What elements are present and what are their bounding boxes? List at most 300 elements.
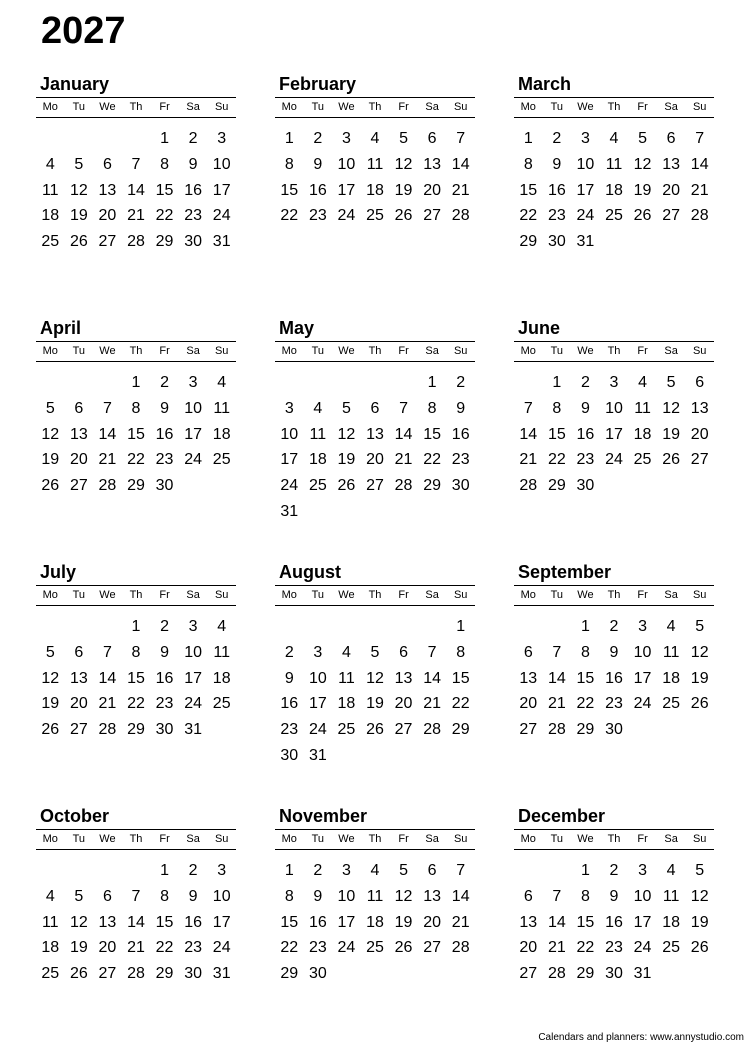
weekday-label: Mo bbox=[42, 101, 58, 113]
day-cell: 11 bbox=[662, 887, 680, 905]
day-cell: 3 bbox=[580, 130, 590, 147]
day-cell: 24 bbox=[184, 695, 203, 713]
weekday-label: Su bbox=[214, 833, 229, 845]
weekday-label: Fr bbox=[637, 589, 648, 601]
day-cell: 17 bbox=[576, 181, 595, 199]
day-cell: 9 bbox=[313, 887, 323, 905]
day-cell: 24 bbox=[212, 207, 231, 225]
day-cell: 20 bbox=[662, 181, 681, 199]
weekday-label: Mo bbox=[281, 833, 297, 845]
weekday-label: Sa bbox=[425, 589, 439, 601]
day-blank bbox=[332, 614, 361, 640]
day-cell: 7 bbox=[399, 399, 409, 417]
months-grid bbox=[36, 72, 716, 1048]
month-november bbox=[275, 804, 475, 1048]
day-cell: 12 bbox=[337, 425, 356, 443]
day-cell: 31 bbox=[280, 502, 299, 520]
day-cell: 3 bbox=[188, 618, 198, 635]
day-cell: 13 bbox=[366, 425, 384, 443]
day-cell: 1 bbox=[160, 862, 170, 879]
weekday-label: Tu bbox=[72, 589, 86, 601]
day-blank bbox=[389, 370, 418, 396]
day-cell: 6 bbox=[666, 130, 676, 147]
days-grid bbox=[36, 614, 236, 743]
day-cell: 7 bbox=[552, 887, 562, 905]
day-cell: 18 bbox=[212, 669, 231, 687]
day-cell: 4 bbox=[313, 399, 323, 417]
day-cell: 26 bbox=[394, 939, 413, 957]
day-cell: 5 bbox=[74, 155, 84, 173]
day-blank bbox=[361, 614, 390, 640]
day-cell: 9 bbox=[552, 155, 562, 173]
day-cell: 13 bbox=[98, 913, 117, 931]
weekday-header bbox=[514, 97, 714, 118]
day-cell: 10 bbox=[308, 669, 327, 687]
day-cell: 13 bbox=[69, 425, 88, 443]
day-cell: 22 bbox=[280, 207, 299, 225]
weekday-header bbox=[275, 341, 475, 362]
day-cell: 12 bbox=[394, 155, 413, 173]
day-cell: 29 bbox=[155, 965, 174, 983]
day-cell: 20 bbox=[423, 181, 442, 199]
day-cell: 6 bbox=[523, 887, 533, 905]
weekday-label: Mo bbox=[520, 345, 536, 357]
weekday-label: Sa bbox=[186, 101, 200, 113]
day-cell: 17 bbox=[633, 669, 652, 687]
day-cell: 16 bbox=[155, 669, 174, 687]
weekday-label: Th bbox=[368, 345, 382, 357]
day-cell: 25 bbox=[662, 695, 681, 713]
day-cell: 11 bbox=[41, 913, 59, 931]
day-cell: 25 bbox=[308, 477, 327, 495]
day-cell: 30 bbox=[576, 477, 595, 495]
day-cell: 10 bbox=[337, 887, 356, 905]
day-cell: 15 bbox=[547, 425, 566, 443]
day-cell: 25 bbox=[605, 207, 623, 225]
weekday-label: Tu bbox=[72, 833, 86, 845]
month-name: July bbox=[40, 562, 77, 582]
day-cell: 23 bbox=[155, 695, 174, 713]
weekday-label: Su bbox=[453, 589, 468, 601]
day-cell: 22 bbox=[576, 695, 595, 713]
day-cell: 12 bbox=[394, 887, 413, 905]
day-cell: 2 bbox=[552, 130, 562, 147]
weekday-label: Fr bbox=[637, 345, 648, 357]
day-cell: 3 bbox=[217, 130, 227, 147]
day-cell: 19 bbox=[366, 695, 384, 713]
day-cell: 27 bbox=[394, 721, 413, 739]
day-cell: 27 bbox=[519, 965, 538, 983]
weekday-header bbox=[514, 585, 714, 606]
day-cell: 26 bbox=[366, 721, 384, 739]
day-cell: 16 bbox=[605, 669, 623, 687]
weekday-label: Tu bbox=[311, 345, 325, 357]
day-blank bbox=[514, 858, 543, 884]
day-cell: 2 bbox=[160, 618, 170, 635]
day-cell: 11 bbox=[662, 643, 680, 661]
day-cell: 17 bbox=[184, 669, 203, 687]
day-cell: 21 bbox=[547, 939, 566, 957]
month-february bbox=[275, 72, 475, 316]
day-cell: 1 bbox=[131, 374, 141, 391]
day-cell: 15 bbox=[155, 181, 174, 199]
day-cell: 9 bbox=[160, 643, 170, 661]
day-cell: 9 bbox=[456, 399, 466, 417]
day-cell: 10 bbox=[212, 887, 231, 905]
day-cell: 9 bbox=[609, 887, 619, 905]
day-cell: 24 bbox=[633, 939, 652, 957]
day-cell: 13 bbox=[423, 887, 442, 905]
day-cell: 30 bbox=[308, 965, 327, 983]
day-cell: 18 bbox=[662, 913, 681, 931]
day-cell: 20 bbox=[69, 695, 88, 713]
day-cell: 22 bbox=[127, 695, 145, 713]
day-cell: 18 bbox=[212, 425, 231, 443]
day-cell: 8 bbox=[131, 643, 141, 661]
day-cell: 1 bbox=[580, 618, 590, 635]
day-cell: 10 bbox=[633, 887, 652, 905]
day-cell: 23 bbox=[280, 721, 299, 739]
day-cell: 7 bbox=[427, 643, 437, 661]
day-cell: 31 bbox=[308, 746, 327, 764]
day-cell: 1 bbox=[580, 862, 590, 879]
weekday-label: Mo bbox=[281, 345, 297, 357]
day-cell: 26 bbox=[69, 965, 88, 983]
month-may bbox=[275, 316, 475, 560]
day-cell: 16 bbox=[605, 913, 623, 931]
day-cell: 20 bbox=[423, 913, 442, 931]
day-cell: 12 bbox=[690, 643, 709, 661]
day-blank bbox=[36, 858, 65, 884]
day-cell: 17 bbox=[605, 425, 623, 443]
day-cell: 9 bbox=[580, 399, 590, 417]
weekday-label: Su bbox=[692, 345, 707, 357]
day-cell: 18 bbox=[366, 181, 384, 199]
day-cell: 20 bbox=[366, 451, 384, 469]
day-cell: 24 bbox=[212, 939, 231, 957]
day-cell: 31 bbox=[212, 233, 231, 251]
weekday-label: Sa bbox=[425, 833, 439, 845]
day-cell: 15 bbox=[576, 913, 595, 931]
weekday-label: Th bbox=[368, 101, 382, 113]
weekday-header bbox=[514, 341, 714, 362]
weekday-label: Fr bbox=[637, 833, 648, 845]
day-cell: 23 bbox=[184, 207, 203, 225]
day-cell: 27 bbox=[366, 477, 384, 495]
day-cell: 4 bbox=[45, 155, 55, 173]
day-cell: 31 bbox=[576, 233, 595, 251]
day-cell: 25 bbox=[366, 939, 384, 957]
weekday-label: Su bbox=[453, 345, 468, 357]
day-cell: 26 bbox=[662, 451, 681, 469]
day-cell: 27 bbox=[423, 207, 442, 225]
day-cell: 5 bbox=[695, 862, 705, 879]
day-cell: 24 bbox=[308, 721, 327, 739]
weekday-label: Sa bbox=[664, 589, 678, 601]
day-blank bbox=[36, 614, 65, 640]
day-blank bbox=[122, 858, 151, 884]
day-blank bbox=[332, 370, 361, 396]
day-cell: 27 bbox=[662, 207, 681, 225]
day-cell: 12 bbox=[662, 399, 681, 417]
day-cell: 19 bbox=[41, 451, 60, 469]
weekday-label: Fr bbox=[398, 833, 409, 845]
day-cell: 21 bbox=[98, 451, 117, 469]
day-cell: 6 bbox=[695, 374, 705, 391]
day-cell: 19 bbox=[69, 207, 88, 225]
day-blank bbox=[65, 858, 94, 884]
weekday-label: Tu bbox=[550, 101, 564, 113]
day-cell: 22 bbox=[519, 207, 538, 225]
day-cell: 1 bbox=[131, 618, 141, 635]
day-cell: 18 bbox=[366, 913, 384, 931]
day-cell: 31 bbox=[212, 965, 231, 983]
weekday-label: Sa bbox=[186, 589, 200, 601]
day-cell: 25 bbox=[662, 939, 681, 957]
day-cell: 28 bbox=[547, 721, 566, 739]
day-cell: 20 bbox=[98, 207, 117, 225]
month-name: February bbox=[279, 74, 357, 94]
day-cell: 4 bbox=[370, 130, 380, 147]
weekday-label: Fr bbox=[159, 589, 170, 601]
day-blank bbox=[304, 370, 333, 396]
day-cell: 17 bbox=[212, 913, 231, 931]
day-cell: 5 bbox=[370, 643, 380, 661]
day-cell: 1 bbox=[552, 374, 562, 391]
weekday-label: Th bbox=[607, 345, 621, 357]
day-cell: 5 bbox=[74, 887, 84, 905]
day-cell: 26 bbox=[69, 233, 88, 251]
day-cell: 7 bbox=[695, 130, 705, 147]
weekday-header bbox=[36, 341, 236, 362]
day-cell: 5 bbox=[695, 618, 705, 635]
day-cell: 21 bbox=[423, 695, 442, 713]
day-cell: 21 bbox=[127, 207, 145, 225]
day-cell: 17 bbox=[308, 695, 327, 713]
day-cell: 14 bbox=[451, 155, 470, 173]
day-cell: 16 bbox=[184, 181, 203, 199]
day-cell: 13 bbox=[69, 669, 88, 687]
day-cell: 20 bbox=[690, 425, 709, 443]
days-grid bbox=[36, 126, 236, 255]
weekday-header bbox=[36, 585, 236, 606]
weekday-label: Fr bbox=[398, 101, 409, 113]
day-cell: 3 bbox=[341, 130, 351, 147]
days-grid bbox=[514, 370, 714, 499]
day-cell: 10 bbox=[184, 399, 203, 417]
day-cell: 3 bbox=[638, 862, 648, 879]
day-cell: 27 bbox=[69, 721, 88, 739]
day-cell: 30 bbox=[605, 721, 623, 739]
day-cell: 21 bbox=[98, 695, 117, 713]
day-cell: 17 bbox=[280, 451, 299, 469]
day-cell: 6 bbox=[102, 887, 112, 905]
weekday-label: Sa bbox=[664, 101, 678, 113]
day-blank bbox=[418, 614, 447, 640]
day-cell: 21 bbox=[451, 181, 470, 199]
day-cell: 4 bbox=[666, 862, 676, 879]
day-cell: 20 bbox=[519, 939, 538, 957]
day-cell: 18 bbox=[605, 181, 623, 199]
day-cell: 3 bbox=[188, 374, 198, 391]
day-cell: 24 bbox=[337, 207, 356, 225]
weekday-label: Mo bbox=[281, 101, 297, 113]
day-blank bbox=[122, 126, 151, 152]
weekday-label: Mo bbox=[42, 589, 58, 601]
day-cell: 5 bbox=[45, 643, 55, 661]
day-cell: 2 bbox=[188, 862, 198, 879]
day-cell: 6 bbox=[74, 643, 84, 661]
day-cell: 30 bbox=[605, 965, 623, 983]
day-blank bbox=[65, 614, 94, 640]
month-september bbox=[514, 560, 714, 804]
day-cell: 12 bbox=[41, 669, 60, 687]
day-cell: 10 bbox=[280, 425, 299, 443]
day-cell: 5 bbox=[638, 130, 648, 147]
day-cell: 2 bbox=[456, 374, 466, 391]
days-grid bbox=[514, 126, 714, 255]
day-blank bbox=[93, 370, 122, 396]
day-cell: 25 bbox=[212, 451, 231, 469]
day-cell: 8 bbox=[456, 643, 466, 661]
day-cell: 6 bbox=[74, 399, 84, 417]
days-grid bbox=[275, 126, 475, 229]
day-cell: 28 bbox=[451, 207, 470, 225]
weekday-label: Su bbox=[692, 833, 707, 845]
day-cell: 15 bbox=[280, 181, 299, 199]
day-cell: 8 bbox=[131, 399, 141, 417]
day-cell: 9 bbox=[313, 155, 323, 173]
day-cell: 25 bbox=[366, 207, 384, 225]
day-cell: 2 bbox=[284, 643, 294, 661]
weekday-label: Mo bbox=[520, 833, 536, 845]
month-name: May bbox=[279, 318, 315, 338]
month-march bbox=[514, 72, 714, 316]
day-cell: 27 bbox=[69, 477, 88, 495]
weekday-label: Fr bbox=[159, 833, 170, 845]
day-blank bbox=[361, 370, 390, 396]
day-blank bbox=[275, 614, 304, 640]
weekday-label: Tu bbox=[550, 345, 564, 357]
day-cell: 15 bbox=[155, 913, 174, 931]
weekday-label: Tu bbox=[550, 833, 564, 845]
day-cell: 29 bbox=[155, 233, 174, 251]
day-cell: 10 bbox=[184, 643, 203, 661]
days-grid bbox=[275, 614, 475, 769]
weekday-label: We bbox=[99, 589, 116, 601]
day-cell: 15 bbox=[280, 913, 299, 931]
weekday-label: Th bbox=[607, 101, 621, 113]
day-cell: 11 bbox=[41, 181, 59, 199]
day-cell: 16 bbox=[308, 181, 327, 199]
day-cell: 10 bbox=[633, 643, 652, 661]
day-cell: 17 bbox=[212, 181, 231, 199]
day-cell: 5 bbox=[399, 130, 409, 147]
day-cell: 12 bbox=[69, 913, 88, 931]
day-cell: 3 bbox=[313, 643, 323, 661]
days-grid bbox=[275, 858, 475, 987]
day-cell: 30 bbox=[280, 746, 299, 764]
weekday-label: We bbox=[577, 833, 594, 845]
day-cell: 21 bbox=[519, 451, 538, 469]
day-cell: 12 bbox=[690, 887, 709, 905]
day-blank bbox=[514, 370, 543, 396]
day-cell: 19 bbox=[394, 913, 413, 931]
weekday-label: We bbox=[99, 101, 116, 113]
day-cell: 13 bbox=[394, 669, 413, 687]
day-cell: 12 bbox=[633, 155, 652, 173]
day-cell: 16 bbox=[308, 913, 327, 931]
day-cell: 25 bbox=[212, 695, 231, 713]
day-cell: 3 bbox=[217, 862, 227, 879]
weekday-label: Fr bbox=[398, 345, 409, 357]
day-cell: 10 bbox=[605, 399, 623, 417]
weekday-label: Mo bbox=[520, 589, 536, 601]
day-cell: 8 bbox=[160, 155, 170, 173]
day-cell: 7 bbox=[456, 862, 466, 879]
weekday-label: We bbox=[577, 101, 594, 113]
day-cell: 26 bbox=[394, 207, 413, 225]
weekday-label: Th bbox=[368, 833, 382, 845]
day-cell: 17 bbox=[337, 913, 356, 931]
day-cell: 28 bbox=[98, 477, 117, 495]
day-cell: 11 bbox=[366, 887, 384, 905]
day-cell: 9 bbox=[188, 887, 198, 905]
day-cell: 22 bbox=[155, 207, 174, 225]
day-cell: 24 bbox=[337, 939, 356, 957]
day-cell: 7 bbox=[552, 643, 562, 661]
weekday-label: Sa bbox=[664, 345, 678, 357]
day-cell: 2 bbox=[313, 862, 323, 879]
day-cell: 27 bbox=[519, 721, 538, 739]
day-cell: 13 bbox=[519, 913, 538, 931]
day-cell: 8 bbox=[427, 399, 437, 417]
day-cell: 29 bbox=[519, 233, 538, 251]
day-cell: 15 bbox=[451, 669, 470, 687]
weekday-label: Tu bbox=[311, 101, 325, 113]
day-cell: 25 bbox=[337, 721, 356, 739]
day-cell: 6 bbox=[399, 643, 409, 661]
day-blank bbox=[36, 370, 65, 396]
day-cell: 1 bbox=[523, 130, 533, 147]
day-cell: 23 bbox=[547, 207, 566, 225]
day-cell: 16 bbox=[451, 425, 470, 443]
day-cell: 5 bbox=[399, 862, 409, 879]
weekday-label: Th bbox=[607, 833, 621, 845]
day-cell: 20 bbox=[98, 939, 117, 957]
day-cell: 15 bbox=[519, 181, 538, 199]
day-cell: 26 bbox=[690, 939, 709, 957]
day-cell: 1 bbox=[284, 862, 294, 879]
weekday-label: Th bbox=[129, 589, 143, 601]
weekday-label: Th bbox=[129, 101, 143, 113]
day-cell: 21 bbox=[394, 451, 413, 469]
day-cell: 11 bbox=[634, 399, 651, 417]
day-cell: 16 bbox=[547, 181, 566, 199]
day-cell: 31 bbox=[184, 721, 203, 739]
day-cell: 22 bbox=[547, 451, 566, 469]
day-cell: 13 bbox=[519, 669, 538, 687]
day-cell: 4 bbox=[45, 887, 55, 905]
day-cell: 7 bbox=[102, 399, 112, 417]
month-december bbox=[514, 804, 714, 1048]
day-cell: 11 bbox=[213, 643, 230, 661]
day-cell: 21 bbox=[451, 913, 470, 931]
month-october bbox=[36, 804, 236, 1048]
weekday-label: Th bbox=[129, 345, 143, 357]
day-cell: 19 bbox=[633, 181, 652, 199]
day-blank bbox=[275, 370, 304, 396]
